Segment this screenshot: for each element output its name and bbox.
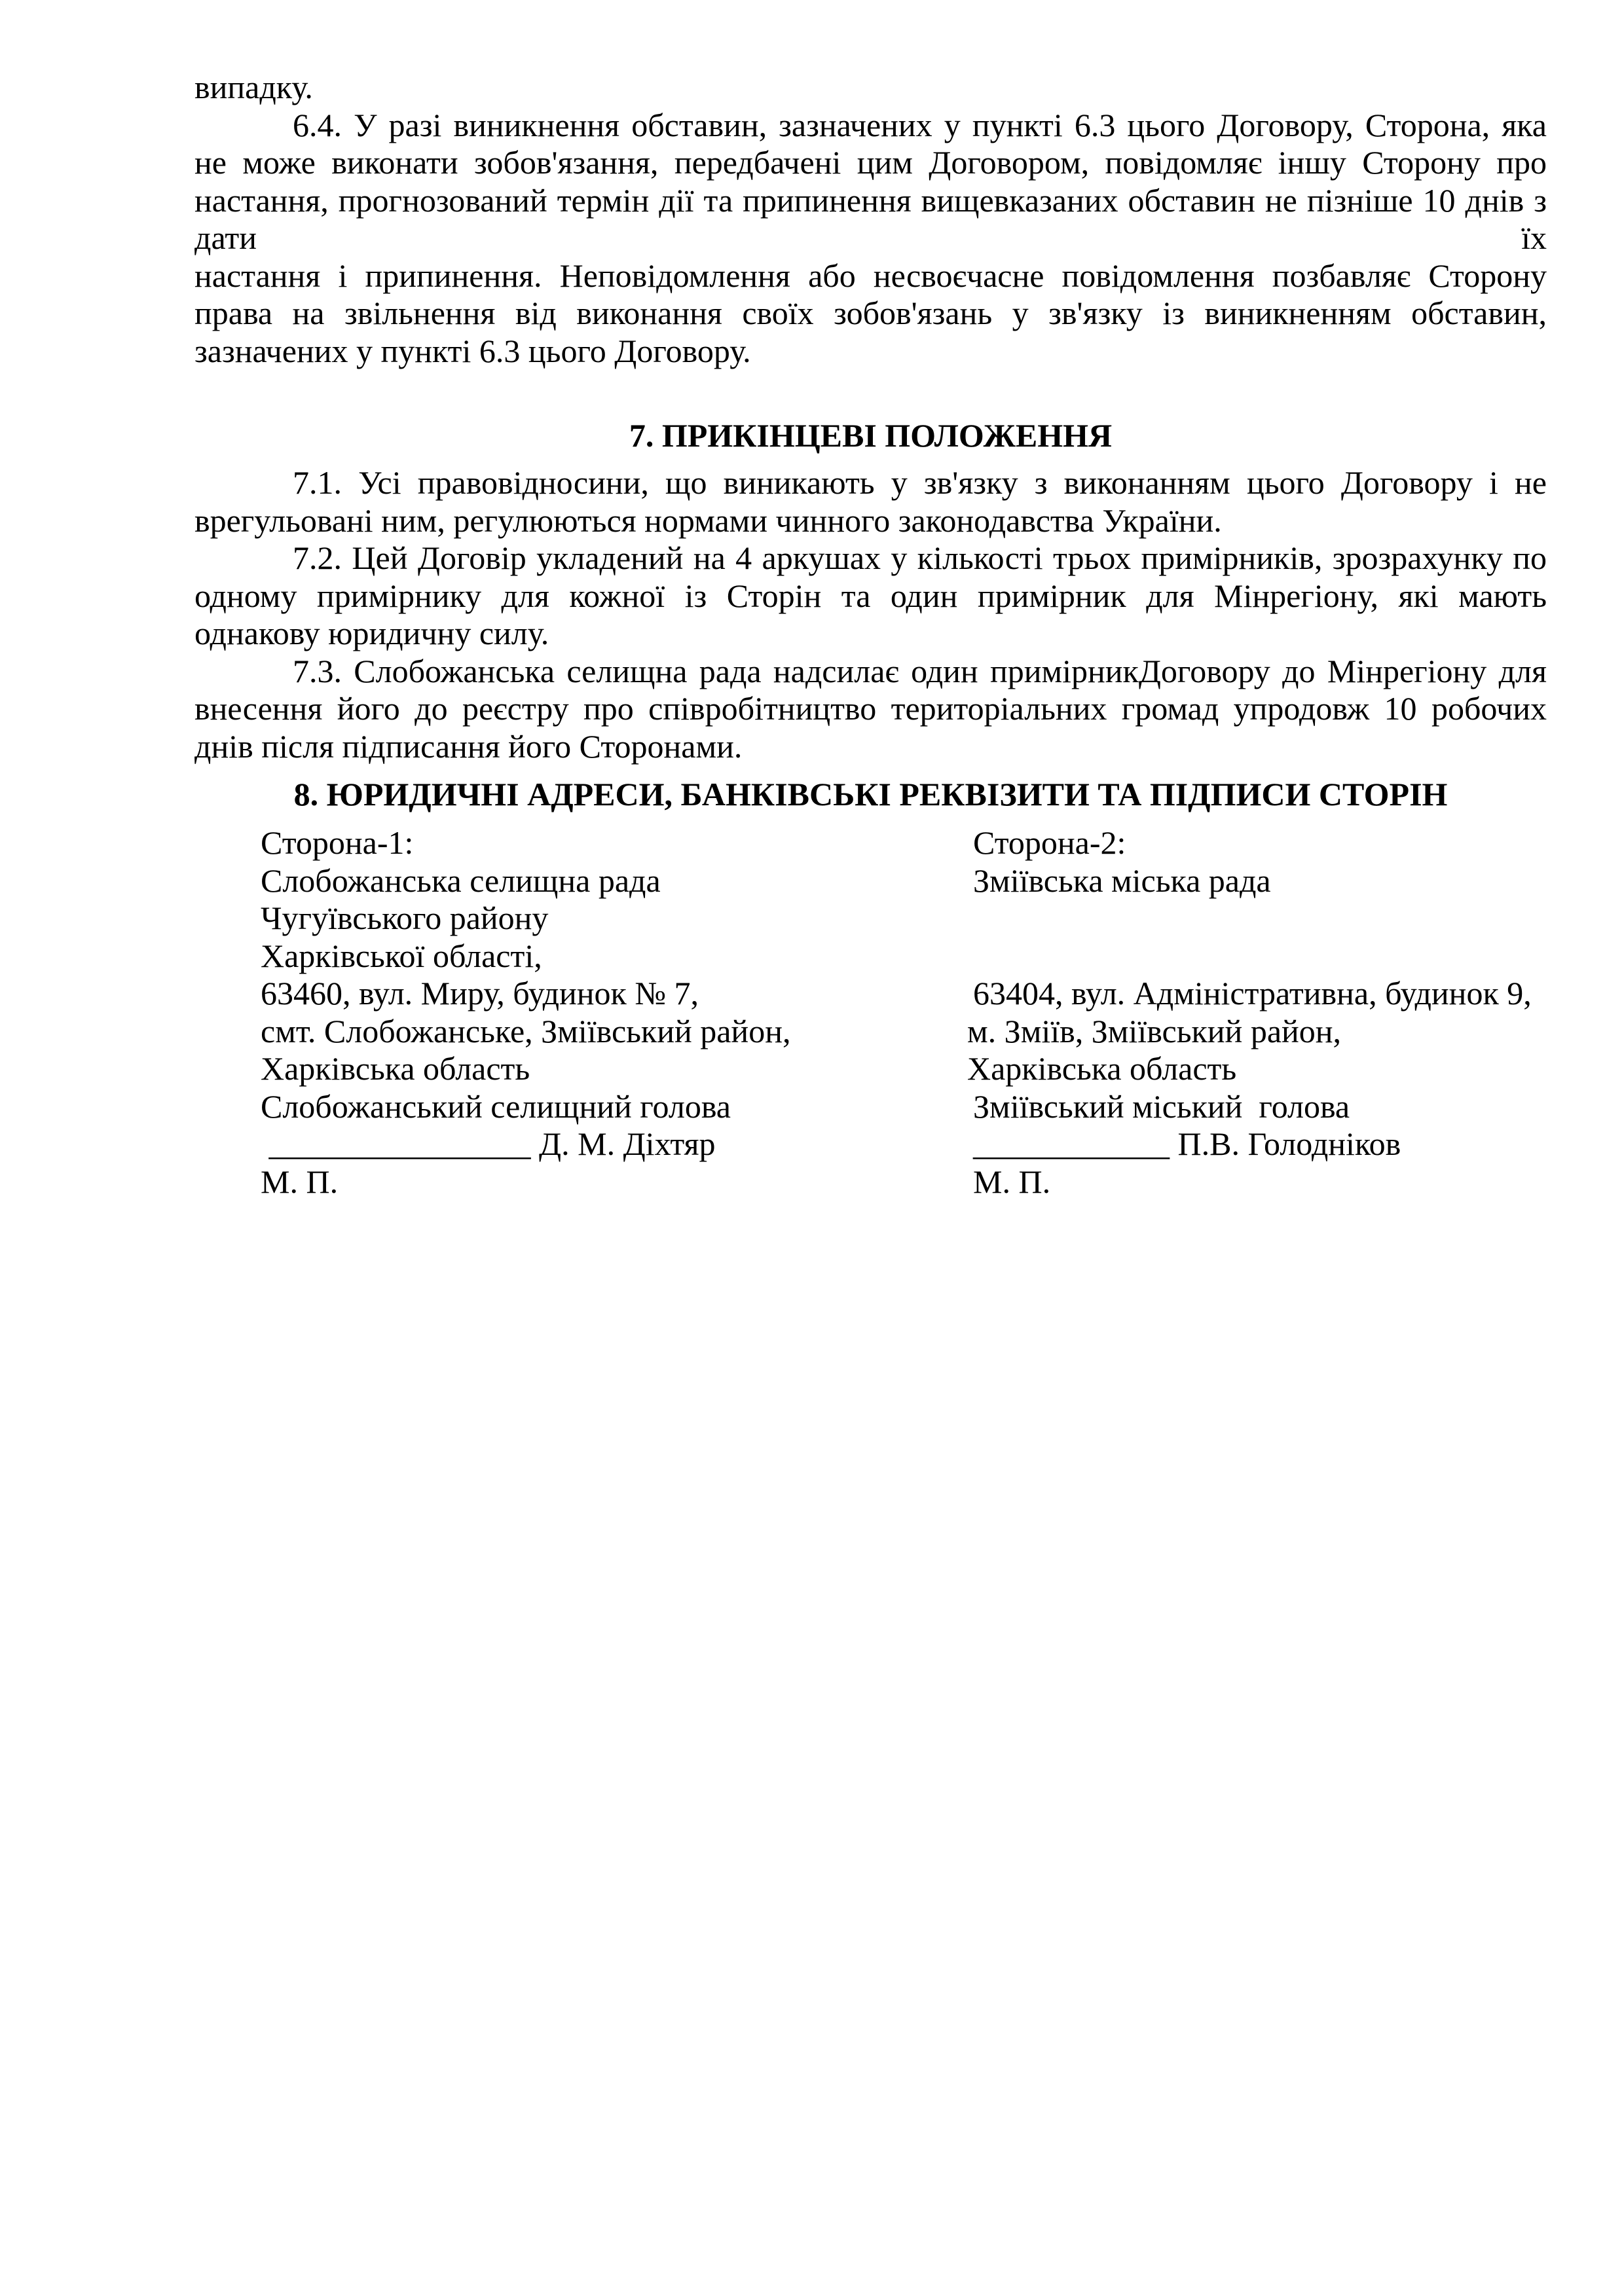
text-line: права на звільнення від виконання своїх зобов'язань у зв'язку із виникненням обставин, [194,295,1547,331]
party-address: м. Зміїв, Зміївський район, [967,1012,1342,1049]
party-2-details [967,824,1624,1201]
party-address: смт. Слобожанське, Зміївський район, [261,1012,791,1049]
section-8-heading: 8. ЮРИДИЧНІ АДРЕСИ, БАНКІВСЬКІ РЕКВІЗИТИ ТА ПІДПИСИ СТОРІН [293,776,1448,812]
section-7-body [194,464,1547,765]
text-line [194,219,1547,257]
party-name: Слобожанська селищна рада [261,862,661,899]
text-fragment: їх [1521,219,1547,256]
party-name: Зміївська міська рада [973,862,1271,899]
text-line: 7.3. Слобожанська селищна рада надсилає один примірникДоговору до Мінрегіону для [293,652,1547,689]
blank-line [973,900,1624,938]
party-address: 63404, вул. Адміністративна, будинок 9, [973,975,1532,1011]
party-name: Чугуївського району [261,900,549,936]
text-fragment: дати [194,219,257,256]
seal-placeholder: М. П. [973,1163,1051,1200]
seal-placeholder: М. П. [261,1163,339,1200]
party-position: Зміївський міський голова [973,1087,1350,1125]
text-line: настання і припинення. Неповідомлення або несвоєчасне повідомлення позбавляє Сторону [194,257,1547,294]
blank-line [973,938,1624,975]
text-line: одному примірнику для кожної із Сторін та один примірник для Мінрегіону, які мають [194,577,1547,614]
party-region: Харківська область [261,1050,530,1087]
party-label: Сторона-2: [973,824,1126,861]
text-line: не може виконати зобов'язання, передбачені цим Договором, повідомляє іншу Сторону про [194,144,1547,181]
text-line: врегульовані ним, регулюються нормами чинного законодавства України. [194,501,1222,539]
party-region: Харківська область [967,1050,1237,1087]
party-label: Сторона-1: [261,824,414,861]
signature-line: ________________ Д. М. Діхтяр [261,1125,716,1162]
text-line: випадку. [194,69,313,105]
text-line: зазначених у пункті 6.3 цього Договору. [194,332,751,369]
text-line: внесення його до реєстру про співробітництво територіальних громад упродовж 10 робочих [194,690,1547,727]
text-line: 6.4. У разі виникнення обставин, зазначених у пункті 6.3 цього Договору, Сторона, яка [293,106,1547,143]
signature-line: ____________ П.В. Голодніков [973,1125,1401,1162]
party-address: 63460, вул. Миру, будинок № 7, [261,975,699,1011]
text-line: 7.1. Усі правовідносини, що виникають у зв'язку з виконанням цього Договору і не [293,464,1547,501]
text-line: настання, прогнозований термін дії та припинення вищевказаних обставин не пізніше 10 днів з [194,181,1547,219]
party-position: Слобожанський селищний голова [261,1087,731,1125]
text-line: однакову юридичну силу. [194,615,549,651]
section-6-continuation [194,69,1547,370]
text-line: днів після підписання його Сторонами. [194,727,743,765]
party-name: Харківської області, [261,937,542,974]
text-line: 7.2. Цей Договір укладений на 4 аркушах у кількості трьох примірників, зрозрахунку по [293,539,1547,576]
section-7-heading: 7. ПРИКІНЦЕВІ ПОЛОЖЕННЯ [629,417,1113,454]
party-1-details [261,824,915,1201]
